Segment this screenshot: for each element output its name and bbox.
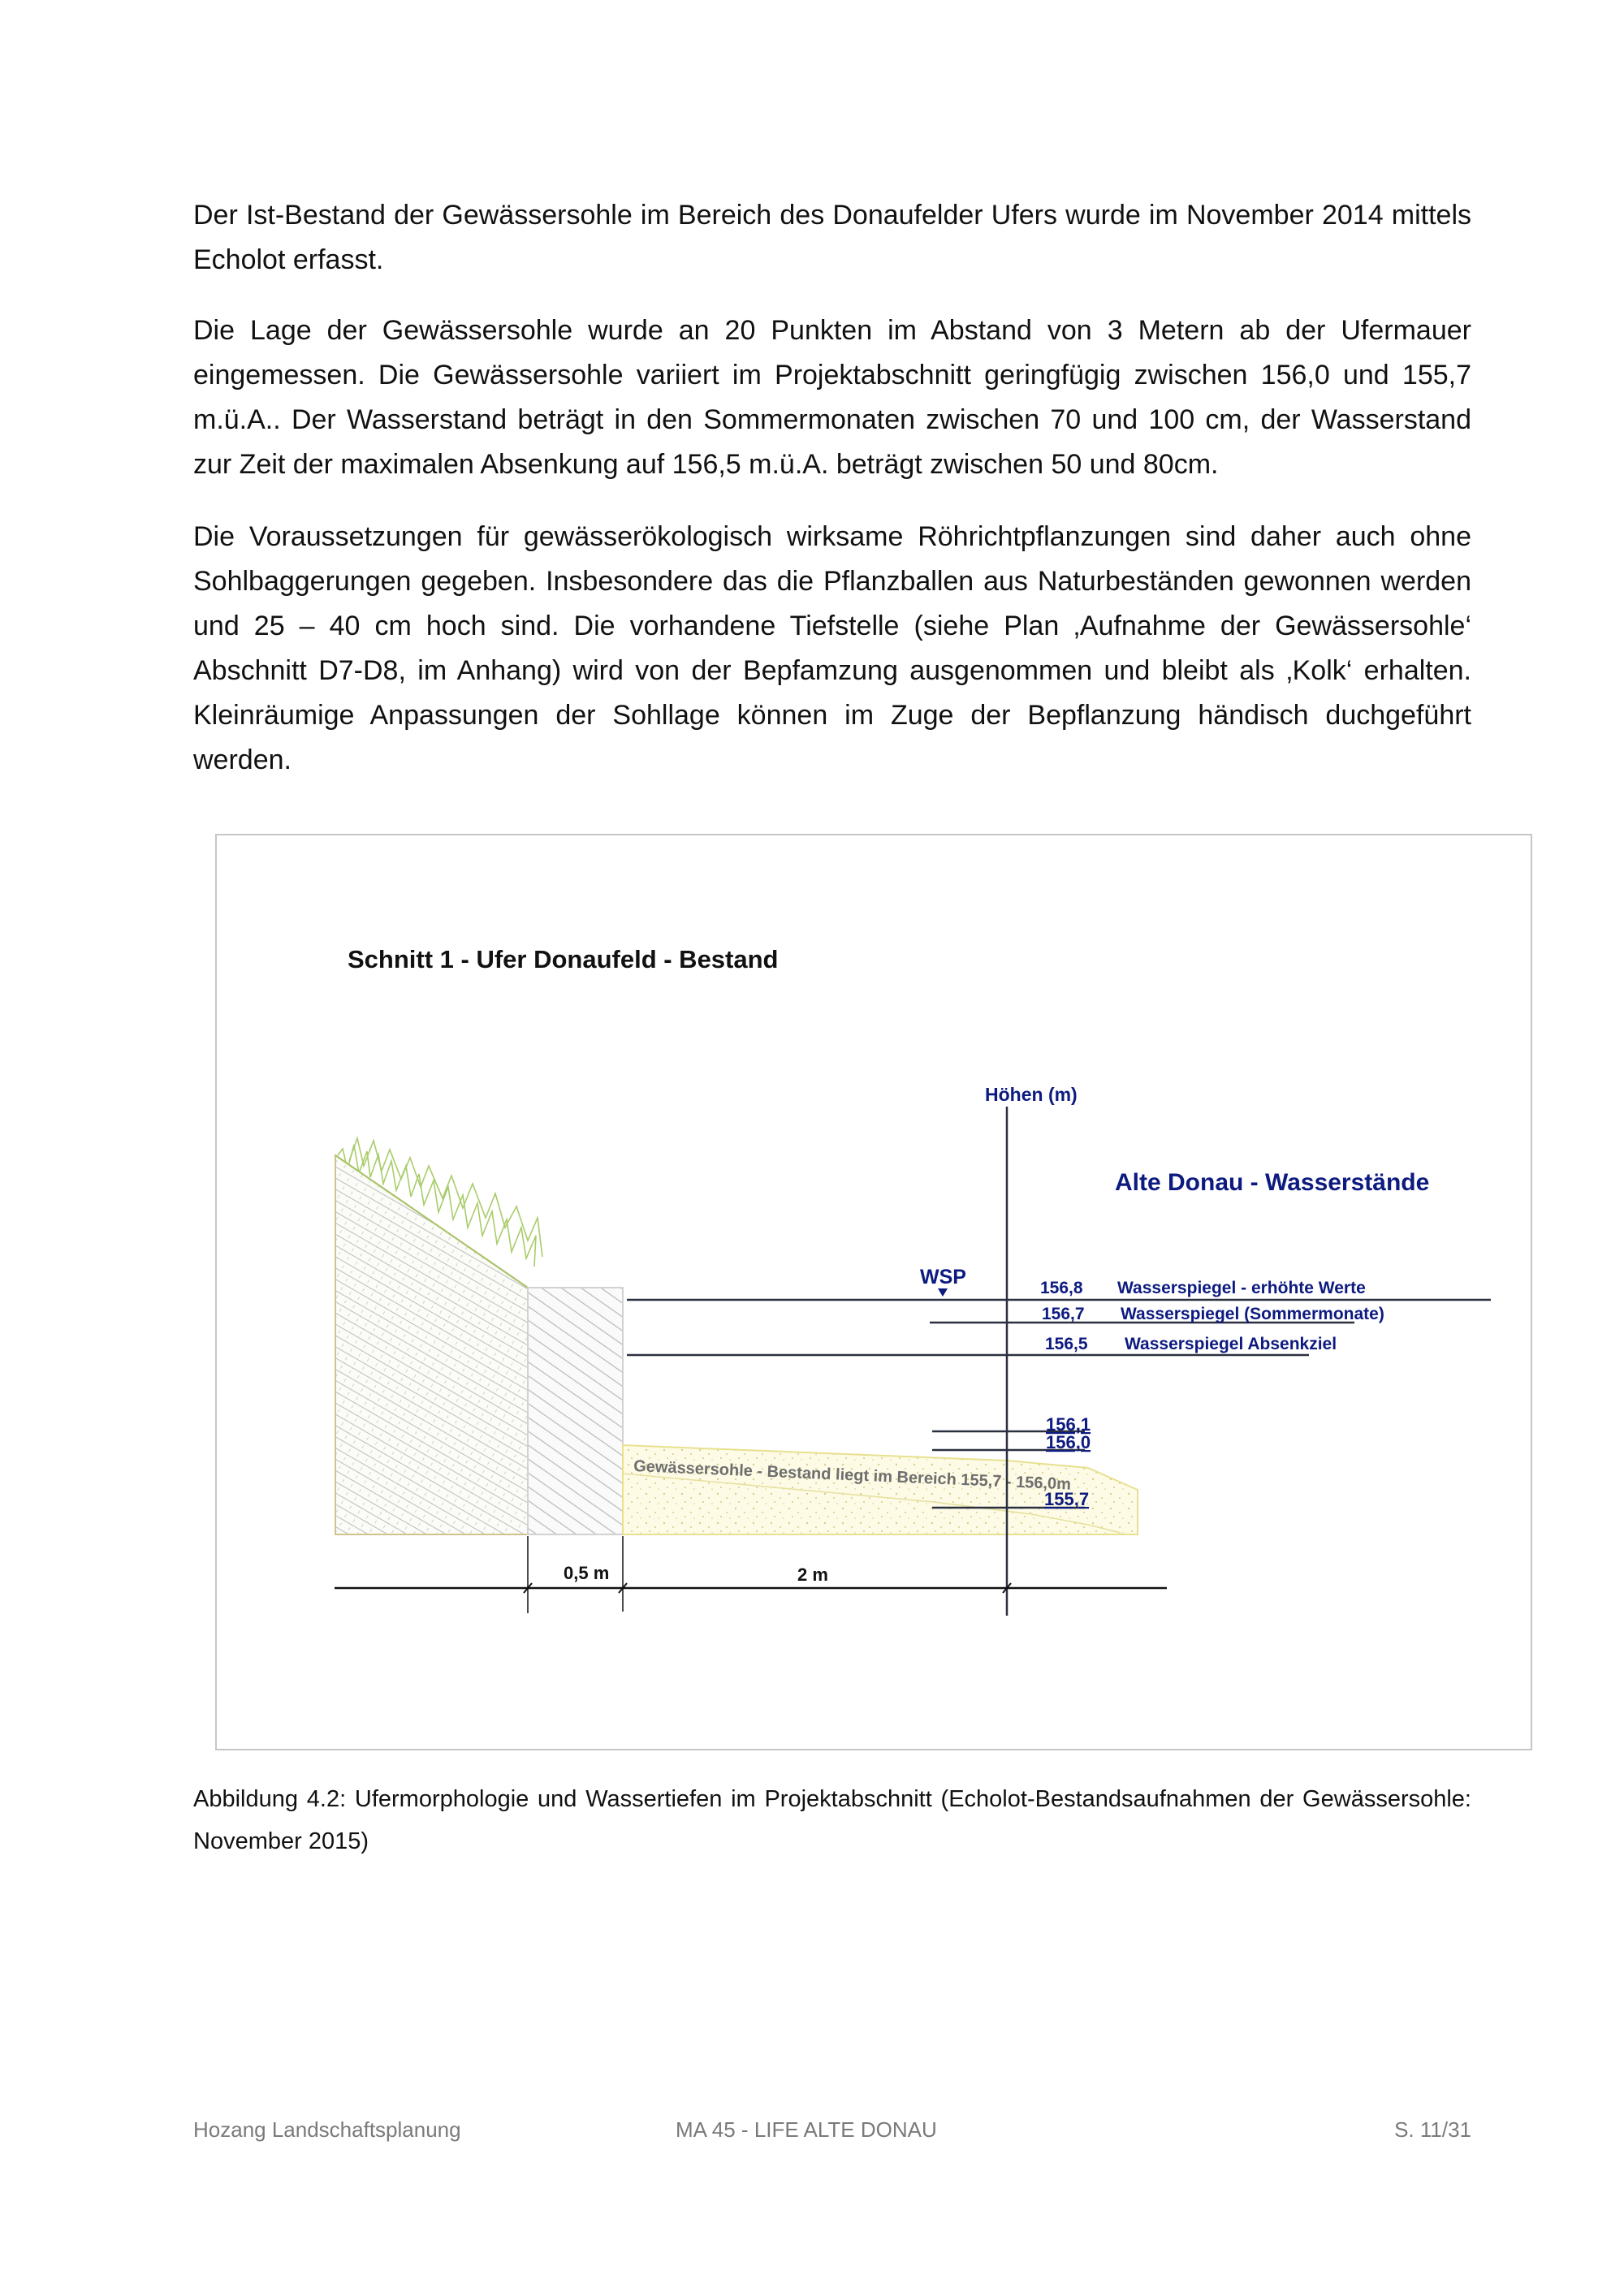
footer-page-number: S. 11/31 xyxy=(1394,2117,1471,2142)
embankment-soil xyxy=(335,1155,528,1534)
bed-note: Gewässersohle - Bestand liegt im Bereich 155,7 - 156,0m xyxy=(633,1457,1072,1494)
legend-title: Alte Donau - Wasserstände xyxy=(1115,1169,1430,1196)
footer-center: MA 45 - LIFE ALTE DONAU xyxy=(676,2117,937,2142)
wsp-triangle-icon xyxy=(938,1288,948,1297)
figure-caption: Abbildung 4.2: Ufermorphologie und Wassertiefen im Projektabschnitt (Echolot-Bestandsaufnahmen der Gewässersohle: November 2015) xyxy=(193,1786,1471,1854)
bed-156-1: 156,1 xyxy=(1046,1414,1091,1435)
paragraph-3: Die Voraussetzungen für gewässerökologisch wirksame Röhrichtpflanzungen sind daher auch ohne Sohlbaggerungen gegeben. Insbesondere das die Pflanzballen aus Naturbeständen gewonnen werden und 25 – 40 cm hoch sind. Die vorhandene Tiefstelle (siehe Plan ‚Aufnahme der Gewässersohle‘ Abschnitt D7-D8, im Anhang) wird von der Bepfamzung ausgenommen und bleibt als ‚Kolk‘ erhalten. Kleinräumige Anpassungen der Sohllage können im Zuge der Bepflanzung händisch duchgeführt werden. xyxy=(193,521,1471,775)
paragraph-2: Die Lage der Gewässersohle wurde an 20 Punkten im Abstand von 3 Metern ab der Ufermauer eingemessen. Die Gewässersohle variiert im Projektabschnitt geringfügig zwischen 156,0 und 155,7 m.ü.A.. Der Wasserstand beträgt in den Sommermonaten zwischen 70 und 100 cm, der Wasserstand zur Zeit der maximalen Absenkung auf 156,5 m.ü.A. beträgt zwischen 50 und 80cm. xyxy=(193,315,1471,480)
paragraph-1: Der Ist-Bestand der Gewässersohle im Bereich des Donaufelder Ufers wurde im November 2014 mittels Echolot erfasst. xyxy=(193,200,1471,275)
level-156-5-value: 156,5 xyxy=(1045,1335,1088,1353)
level-156-5-label: Wasserspiegel Absenkziel xyxy=(1125,1335,1337,1353)
footer-left: Hozang Landschaftsplanung xyxy=(193,2117,461,2142)
level-156-7-label: Wasserspiegel (Sommermonate) xyxy=(1121,1305,1384,1323)
wsp-label: WSP xyxy=(920,1266,966,1288)
level-156-8-label: Wasserspiegel - erhöhte Werte xyxy=(1117,1279,1366,1297)
shore-wall xyxy=(528,1288,623,1534)
diagram-title: Schnitt 1 - Ufer Donaufeld - Bestand xyxy=(348,945,779,973)
dimension-shore: 2 m xyxy=(797,1564,828,1585)
bed-156-0: 156,0 xyxy=(1046,1432,1091,1452)
level-156-8-value: 156,8 xyxy=(1040,1279,1083,1297)
axis-label: Höhen (m) xyxy=(985,1084,1078,1105)
level-156-7-value: 156,7 xyxy=(1042,1305,1085,1323)
dimension-wall: 0,5 m xyxy=(564,1563,610,1583)
bed-155-7: 155,7 xyxy=(1044,1489,1090,1509)
